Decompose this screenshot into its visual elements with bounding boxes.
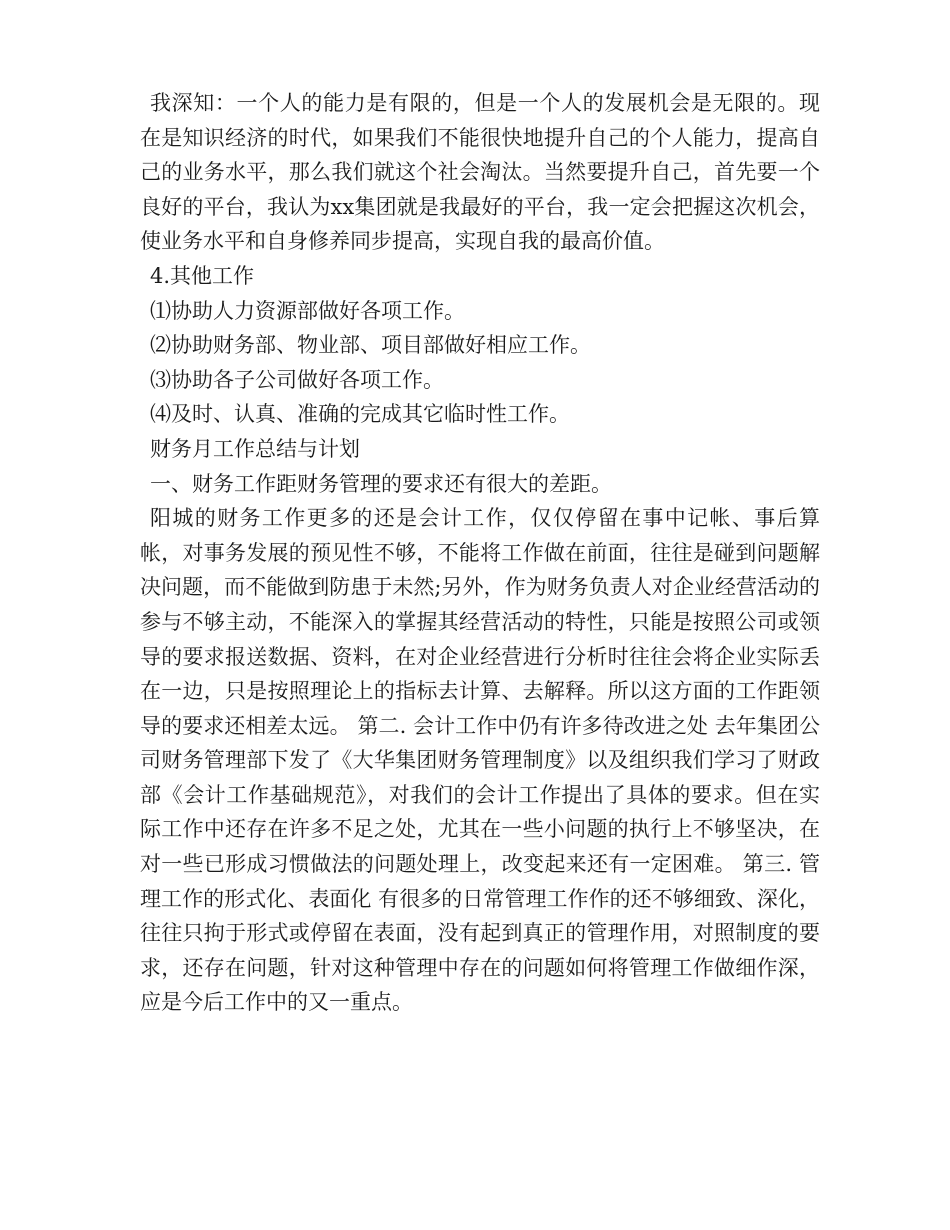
section-heading-gap: 一、财务工作距财务管理的要求还有很大的差距。	[150, 471, 612, 496]
paragraph-self-improvement: 我深知：一个人的能力是有限的，但是一个人的发展机会是无限的。现在是知识经济的时代，如果我们不能很快地提升自己的个人能力，提高自己的业务水平，那么我们就这个社会淘汰。当然要提升自己，首先要一个良好的平台，我认为xx集团就是我最好的平台，我一定会把握这次机会，使业务水平和自身修养同步提高，实现自我的最高价值。	[140, 91, 820, 254]
section-title-monthly-summary: 财务月工作总结与计划	[150, 436, 360, 461]
paragraph-analysis: 阳城的财务工作更多的还是会计工作，仅仅停留在事中记帐、事后算帐，对事务发展的预见性不够，不能将工作做在前面，往往是碰到问题解决问题，而不能做到防患于未然;另外，作为财务负责人对企业经营活动的参与不够主动，不能深入的掌握其经营活动的特性，只能是按照公司或领导的要求报送数据、资料，在对企业经营进行分析时往往会将企业实际丢在一边，只是按照理论上的指标去计算、去解释。所以这方面的工作距领导的要求还相差太远。 第二. 会计工作中仍有许多待改进之处 去年集团公司财务管理部下发了《大华集团财务管理制度》以及组织我们学习了财政部《会计工作基础规范》，对我们的会计工作提出了具体的要求。但在实际工作中还存在许多不足之处，尤其在一些小问题的执行上不够坚决，在对一些已形成习惯做法的问题处理上，改变起来还有一定困难。 第三. 管理工作的形式化、表面化 有很多的日常管理工作作的还不够细致、深化，往往只拘于形式或停留在表面，没有起到真正的管理作用，对照制度的要求，还存在问题，针对这种管理中存在的问题如何将管理工作做细作深，应是今后工作中的又一重点。	[140, 506, 820, 1015]
list-item-hr: ⑴协助人力资源部做好各项工作。	[150, 298, 465, 323]
document-page	[140, 86, 820, 1020]
list-item-subsidiaries: ⑶协助各子公司做好各项工作。	[150, 367, 444, 392]
heading-other-work: 4.其他工作	[150, 263, 255, 288]
list-item-temporary-work: ⑷及时、认真、准确的完成其它临时性工作。	[150, 402, 570, 427]
list-item-finance-property: ⑵协助财务部、物业部、项目部做好相应工作。	[150, 333, 591, 358]
